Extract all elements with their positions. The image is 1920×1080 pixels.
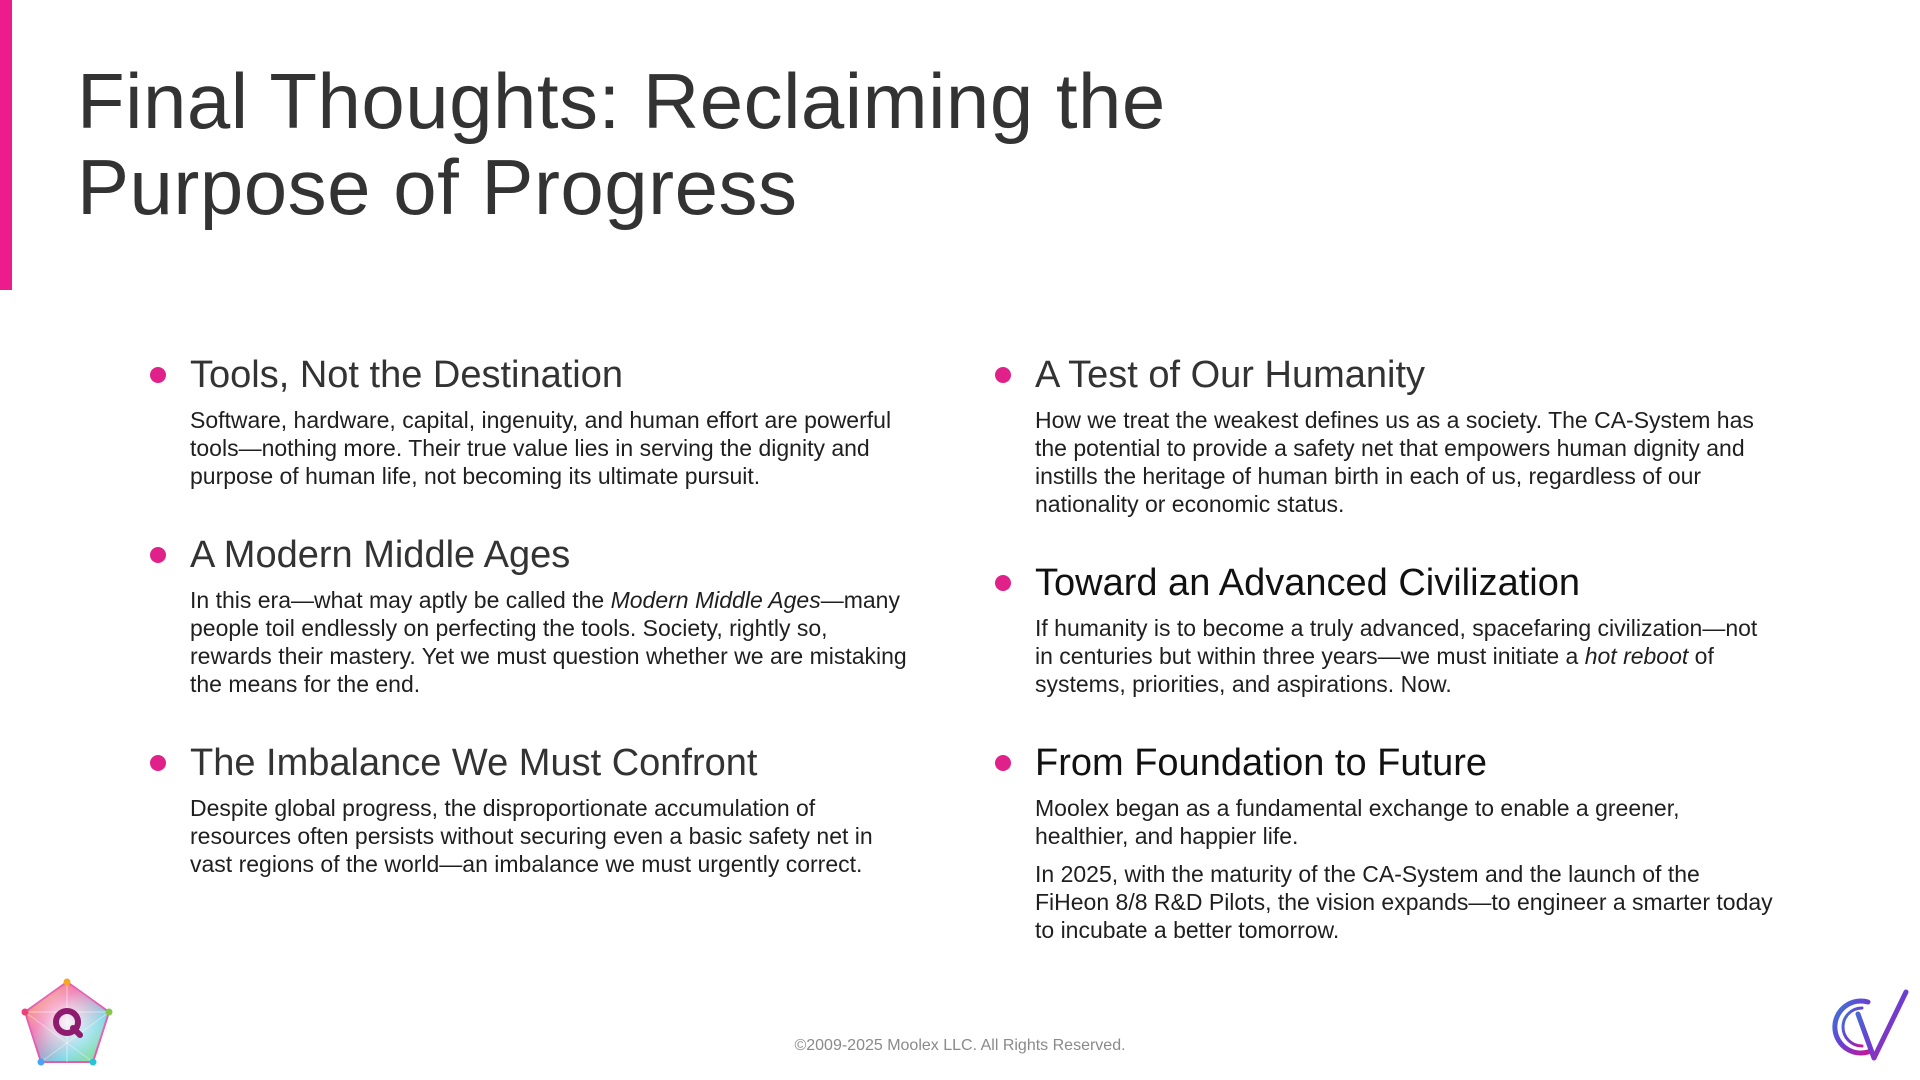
bullet-dot — [150, 367, 166, 383]
footer-copyright: ©2009-2025 Moolex LLC. All Rights Reserved. — [794, 1037, 1126, 1054]
section-tools — [150, 352, 910, 490]
bullet-dot — [150, 547, 166, 563]
section-heading: The Imbalance We Must Confront — [190, 742, 758, 784]
section-imbalance — [150, 740, 910, 878]
left-column — [150, 352, 910, 878]
section-modern-middle-ages — [150, 532, 910, 698]
section-body: Moolex began as a fundamental exchange to enable a greener, healthier, and happier life. — [1035, 795, 1680, 849]
section-heading: A Modern Middle Ages — [190, 534, 571, 576]
bullet-dot — [995, 367, 1011, 383]
body-emphasis: Modern Middle Ages — [610, 587, 821, 613]
right-column — [995, 352, 1775, 944]
section-test-of-humanity — [995, 352, 1775, 518]
bullet-dot — [150, 755, 166, 771]
section-body-secondary: In 2025, with the maturity of the CA-System and the launch of the FiHeon 8/8 R&D Pilots, the vision expands—to engineer a smarter today to incubate a better tomorrow. — [1035, 861, 1773, 943]
bullet-dot — [995, 575, 1011, 591]
body-text: —many people toil endlessly on perfecting the tools. Society, rightly so, rewards their mastery. Yet we must question whether we are mistaking the means for the end. — [190, 587, 907, 697]
section-foundation-to-future — [995, 740, 1775, 944]
title-accent-bar — [0, 0, 12, 290]
section-heading: Toward an Advanced Civilization — [1035, 562, 1580, 604]
section-body: Despite global progress, the disproportionate accumulation of resources often persists without securing even a basic safety net in vast regions of the world—an imbalance we must urgently correct. — [190, 795, 873, 877]
body-emphasis: hot reboot — [1584, 643, 1689, 669]
section-body — [1035, 614, 1775, 698]
section-heading: Tools, Not the Destination — [190, 354, 624, 396]
section-advanced-civilization — [995, 560, 1775, 698]
slide-title: Final Thoughts: Reclaiming the Purpose of Progress — [77, 57, 1166, 231]
body-text: If humanity is to become a truly advanced, spacefaring civilization—not in centuries but within three years—we must initiate a — [1035, 615, 1758, 669]
ca-monogram-logo-icon — [1828, 988, 1910, 1064]
section-body — [190, 586, 910, 698]
bullet-dot — [995, 755, 1011, 771]
body-text: In this era—what may aptly be called the — [190, 587, 611, 613]
section-heading: A Test of Our Humanity — [1035, 354, 1426, 396]
section-body: Software, hardware, capital, ingenuity, and human effort are powerful tools—nothing more. Their true value lies in serving the dignity and purpose of human life, not becoming its ultimate pursuit. — [190, 407, 892, 489]
section-body: How we treat the weakest defines us as a society. The CA-System has the potential to provide a safety net that empowers human dignity and instills the heritage of human birth in each of us, regardless of our nationality or economic status. — [1035, 407, 1754, 517]
body-text: of systems, priorities, and aspirations. Now. — [1035, 643, 1714, 697]
section-heading: From Foundation to Future — [1035, 742, 1487, 784]
pentagon-q-logo-icon — [20, 978, 114, 1066]
